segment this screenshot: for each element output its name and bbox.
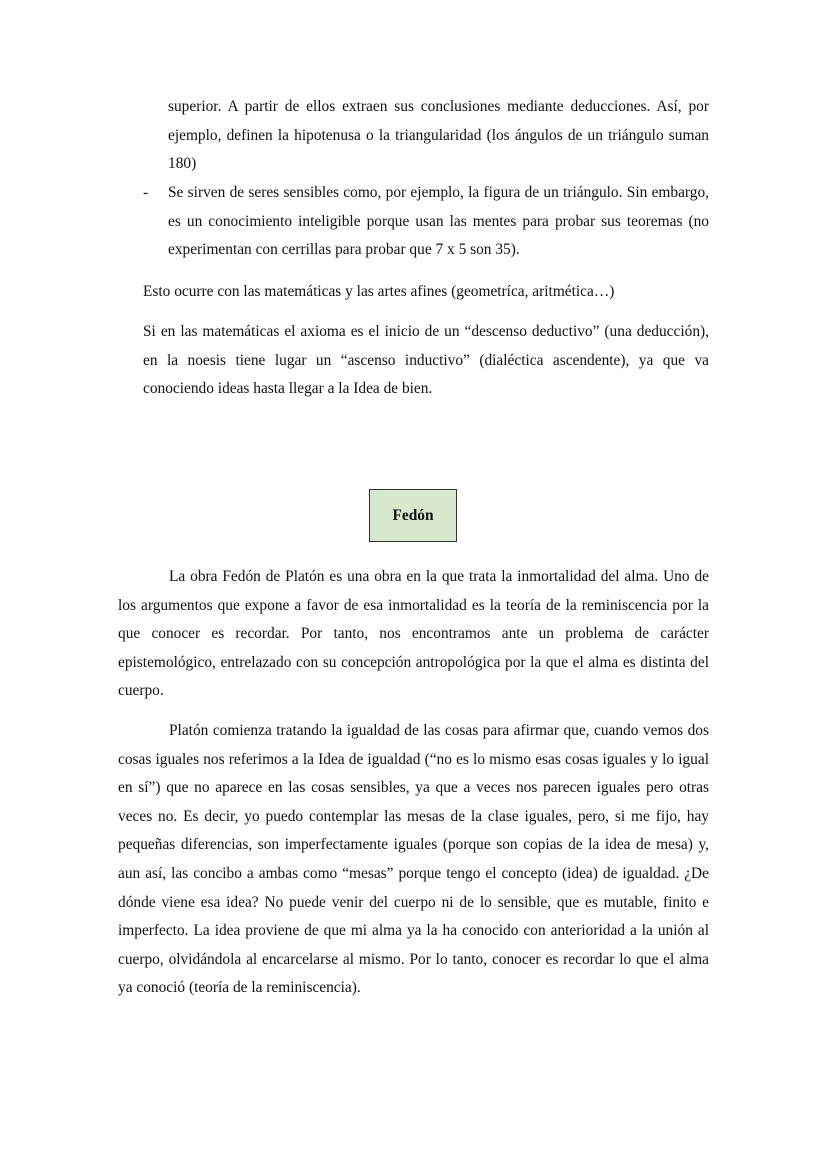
paragraph-math xyxy=(143,278,709,307)
body-paragraph-1-text: La obra Fedón de Platón es una obra en la que trata la inmortalidad del alma. Uno de los argumentos que expone a favor de esa inmortalidad es la teoría de la reminiscencia por la que conocer es recordar. Por tanto, nos encontramos ante un problema de carácter epistemológico, entrelazado con su concepción antropológica por la que el alma es distinta del cuerpo. xyxy=(118,568,709,700)
bullet-continuation-text: superior. A partir de ellos extraen sus conclusiones mediante deducciones. Así, por ejemplo, definen la hipotenusa o la triangularidad (los ángulos de un triángulo suman 180) xyxy=(168,98,709,173)
paragraph-noesis-text: Si en las matemáticas el axioma es el inicio de un “descenso deductivo” (una deducción), en la noesis tiene lugar un “ascenso inductivo” (dialéctica ascendente), ya que va conociendo ideas hasta llegar a la Idea de bien. xyxy=(143,323,709,398)
bullet-continuation xyxy=(168,93,709,179)
bullet-marker: - xyxy=(143,184,149,201)
section-title-box xyxy=(369,489,457,542)
paragraph-noesis xyxy=(143,318,709,404)
body-paragraph-1 xyxy=(118,563,709,706)
body-paragraph-2-text: Platón comienza tratando la igualdad de las cosas para afirmar que, cuando vemos dos cosas iguales nos referimos a la Idea de igualdad (“no es lo mismo esas cosas iguales y lo igual en sí”) que no aparece en las cosas sensibles, ya que a veces nos parecen iguales pero otras veces no. Es decir, yo puedo contemplar las mesas de la clase iguales, pero, si me fijo, hay pequeñas diferencias, son imperfectamente iguales (porque son copias de la idea de mesa) y, aun así, las concibo a ambas como “mesas” porque tengo el concepto (idea) de igualdad. ¿De dónde viene esa idea? No puede venir del cuerpo ni de lo sensible, que es mutable, finito e imperfecto. La idea proviene de que mi alma ya la ha conocido con anterioridad a la unión al cuerpo, olvidándola al encarcelarse al mismo. Por lo tanto, conocer es recordar lo que el alma ya conoció (teoría de la reminiscencia). xyxy=(118,722,709,997)
section-title: Fedón xyxy=(392,506,434,524)
body-paragraph-2 xyxy=(118,717,709,1003)
paragraph-math-text: Esto ocurre con las matemáticas y las artes afines (geometríca, aritmética…) xyxy=(143,283,615,300)
bullet-item-text: Se sirven de seres sensibles como, por ejemplo, la figura de un triángulo. Sin embargo, es un conocimiento inteligible porque usan las mentes para probar sus teoremas (no experimentan con cerrillas para probar que 7 x 5 son 35). xyxy=(168,184,709,259)
